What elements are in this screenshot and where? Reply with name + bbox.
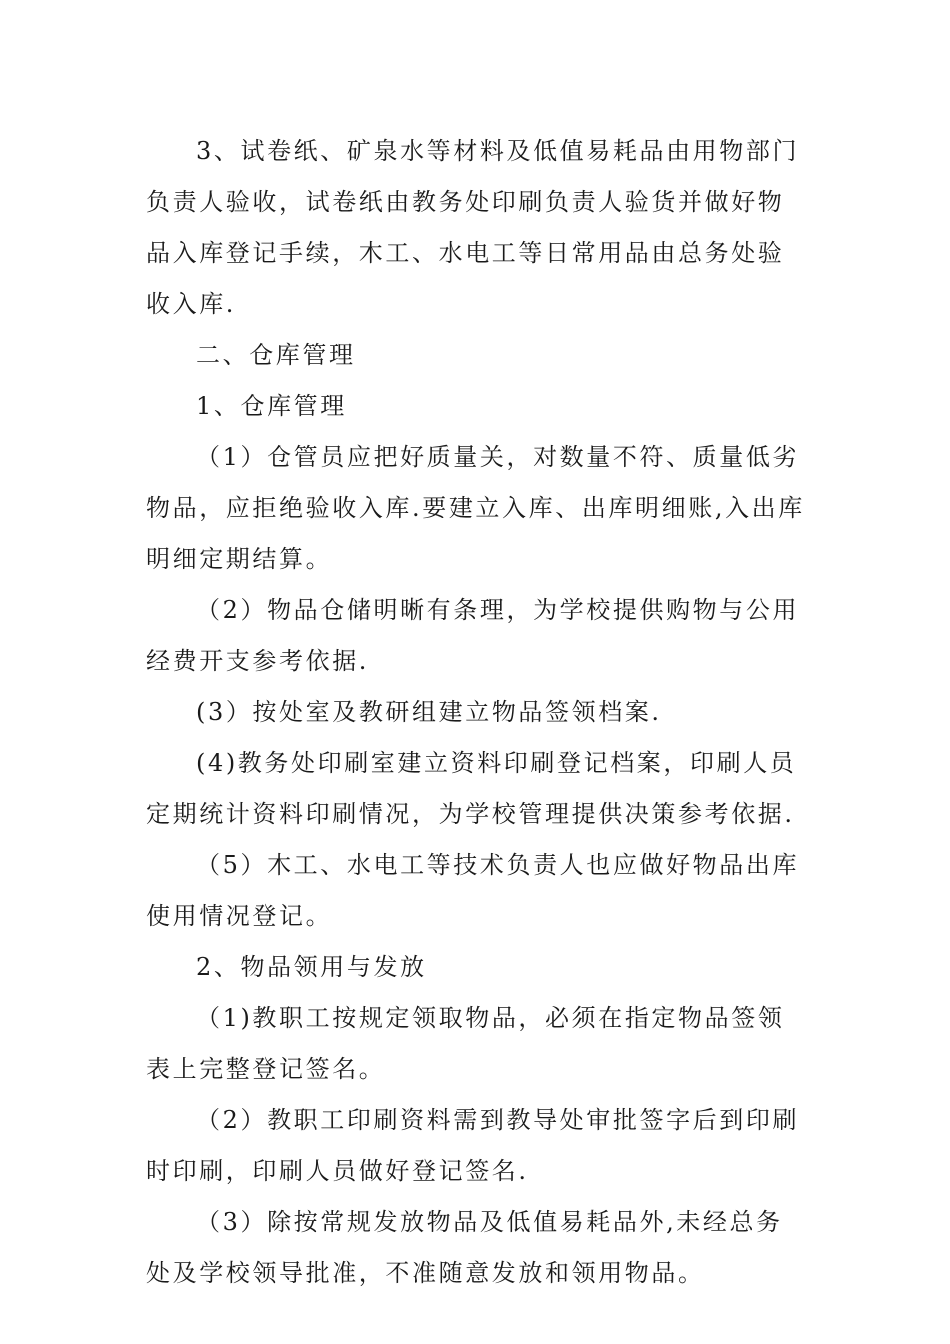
paragraph: (4)教务处印刷室建立资料印刷登记档案，印刷人员定期统计资料印刷情况，为学校管理提供决策参考依据.	[146, 749, 797, 828]
paragraph: (3）按处室及教研组建立物品签领档案.	[196, 698, 662, 726]
paragraph: （1）仓管员应把好质量关，对数量不符、质量低劣物品，应拒绝验收入库.要建立入库、出库明细账,入出库明细定期结算。	[146, 443, 805, 573]
paragraph: （5）木工、水电工等技术负责人也应做好物品出库使用情况登记。	[146, 851, 800, 930]
paragraph: （1)教职工按规定领取物品，必须在指定物品签领表上完整登记签名。	[146, 1004, 785, 1083]
document-body	[146, 126, 806, 1299]
subsection-heading: 1、仓库管理	[196, 392, 347, 420]
paragraph: 3、试卷纸、矿泉水等材料及低值易耗品由用物部门负责人验收，试卷纸由教务处印刷负责人验货并做好物品入库登记手续，木工、水电工等日常用品由总务处验收入库.	[146, 137, 800, 318]
paragraph: （3）除按常规发放物品及低值易耗品外,未经总务处及学校领导批准，不准随意发放和领用物品。	[146, 1208, 783, 1287]
paragraph: （2）教职工印刷资料需到教导处审批签字后到印刷时印刷，印刷人员做好登记签名.	[146, 1106, 800, 1185]
section-heading: 二、仓库管理	[196, 341, 356, 369]
subsection-heading: 2、物品领用与发放	[196, 953, 427, 981]
paragraph: （2）物品仓储明晰有条理，为学校提供购物与公用经费开支参考依据.	[146, 596, 800, 675]
